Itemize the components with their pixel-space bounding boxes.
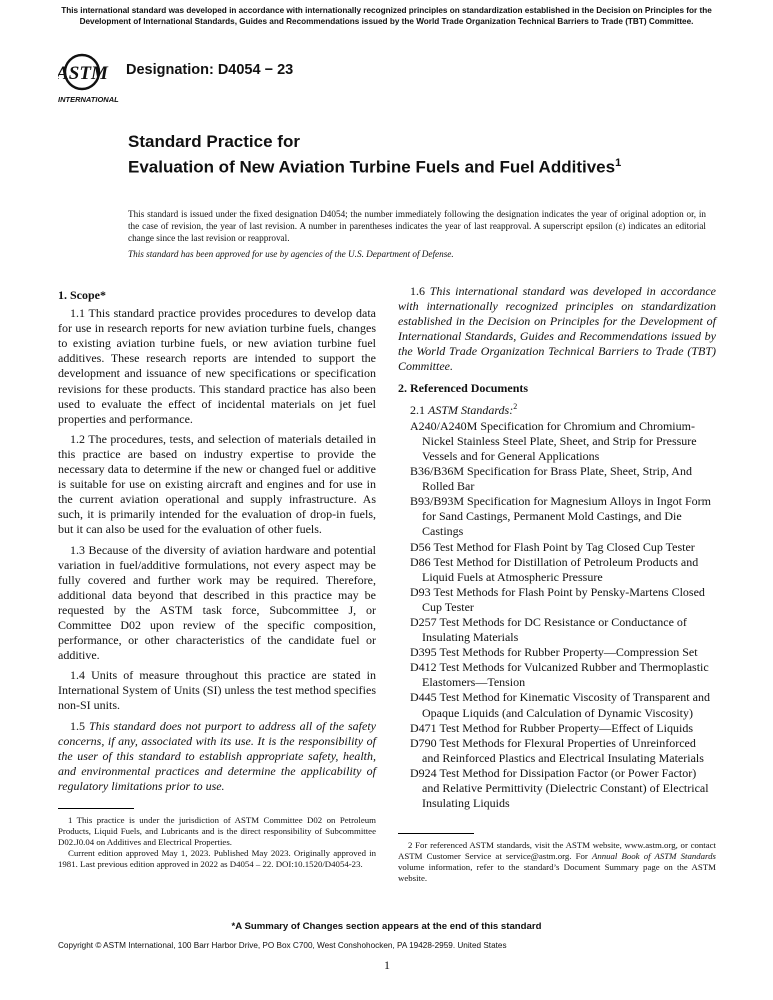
astm-standards-label: 2.1 ASTM Standards:$^2$	[410, 401, 518, 417]
title-line-1: Standard Practice for	[128, 132, 300, 151]
reference-item: D93 Test Methods for Flash Point by Pensky-Martens Closed Cup Tester	[410, 584, 705, 614]
reference-item: D412 Test Methods for Vulcanized Rubber and Thermoplastic Elastomers—Tension	[410, 660, 709, 690]
reference-item: B36/B36M Specification for Brass Plate, Sheet, Strip, And Rolled Bar	[410, 464, 692, 494]
paragraph-1-3: 1.3 Because of the diversity of aviation hardware and potential variation in fuel/additive formulations, not every aspect may be fully covered and further work may be required. Therefore, additional data beyond that described in this practice may be requested by the ASTM task force, Subcommittee J, or Committee D02 upon review of the specific composition, performance, or other characteristics of the candidate fuel or additive.	[58, 542, 376, 663]
paragraph-1-1: 1.1 This standard practice provides procedures to develop data for use in research reports for new aviation turbine fuels, changes to existing aviation turbine fuels, or new aviation turbine fuel additives. These research reports are intended to support the development and issuance of new specifications or specification revisions for these products. This standard practice has also been used to evaluate the effect of incidental materials on jet fuel properties and performance.	[58, 306, 376, 426]
paragraph-1-2: 1.2 The procedures, tests, and selection of materials detailed in this practice are based on industry expertise to provide the necessary data to determine if the new or changed fuel or additive is suitable for use on existing aircraft and engines and for use in the current aviation operational and supply infrastructure. As such, it is primarily intended for the evaluation of drop-in fuels, but it can also be used for the evaluation of other fuels.	[58, 431, 376, 537]
designation-explanation: This standard is issued under the fixed designation D4054; the number immediately following the designation indicates the year of original adoption or, in the case of revision, the year of last revision. A number in parentheses indicates the year of last reapproval. A superscript epsilon (ε) indicates an editorial change since the last revision or reapproval.	[128, 209, 706, 243]
reference-item: A240/A240M Specification for Chromium and Chromium-Nickel Stainless Steel Plate, Sheet, and Strip for Pressure Vessels and for General Applications	[410, 418, 697, 463]
right-column	[398, 284, 716, 811]
referenced-documents-heading: 2. Referenced Documents	[398, 380, 529, 395]
dod-approval-note: This standard has been approved for use by agencies of the U.S. Department of Defense.	[128, 249, 454, 259]
scope-heading: 1. Scope*	[58, 288, 106, 302]
footnote-rule-left	[58, 808, 134, 809]
reference-item: D471 Test Method for Rubber Property—Effect of Liquids	[410, 720, 694, 735]
page-number: 1	[384, 958, 390, 972]
footnote-2: 2 For referenced ASTM standards, visit the ASTM website, www.astm.org, or contact ASTM Customer Service at service@astm.org. For Annual Book of ASTM Standards volume information, refer to the standard’s Document Summary page on the ASTM website.	[398, 840, 716, 883]
left-column	[58, 284, 376, 799]
reference-list	[398, 419, 716, 811]
reference-item: D445 Test Method for Kinematic Viscosity of Transparent and Opaque Liquids (and Calculation of Dynamic Viscosity)	[410, 690, 710, 720]
footnote-rule-right	[398, 833, 474, 834]
svg-text:ASTM: ASTM	[58, 63, 108, 84]
copyright-line: Copyright © ASTM International, 100 Barr Harbor Drive, PO Box C700, West Conshohocken, PA 19428-2959. United States	[58, 941, 507, 950]
document-title	[128, 132, 688, 178]
reference-item: D56 Test Method for Flash Point by Tag Closed Cup Tester	[410, 539, 695, 554]
paragraph-1-5: 1.5 This standard does not purport to address all of the safety concerns, if any, associated with its use. It is the responsibility of the user of this standard to establish appropriate safety, health, and environmental practices and determine the applicability of regulatory limitations prior to use.	[58, 718, 377, 793]
reference-item: D924 Test Method for Dissipation Factor (or Power Factor) and Relative Permittivity (Dielectric Constant) of Electrical Insulating Liquids	[410, 765, 709, 811]
footnote-1: 1 This practice is under the jurisdiction of ASTM Committee D02 on Petroleum Products, Liquid Fuels, and Lubricants and is the direct responsibility of Subcommittee D02.J0.04 on Additives and Electrical Properties. Current edition approved May 1, 2023. Published May 2023. Originally approved in 1981. Last previous edition approved in 2022 as D4054 – 22. DOI:10.1520/D4054-23.	[58, 815, 376, 869]
title-line-2: Evaluation of New Aviation Turbine Fuels and Fuel Additives$^1$	[128, 156, 622, 177]
reference-item: D395 Test Methods for Rubber Property—Compression Set	[410, 645, 698, 660]
reference-item: D790 Test Methods for Flexural Properties of Unreinforced and Reinforced Plastics and Electrical Insulating Materials	[410, 735, 704, 765]
reference-item: D257 Test Methods for DC Resistance or Conductance of Insulating Materials	[410, 614, 687, 645]
paragraph-1-6: 1.6 This international standard was developed in accordance with internationally recognized principles on standardization established in the Decision on Principles for the Development of International Standards, Guides and Recommendations issued by the World Trade Organization Technical Barriers to Trade (TBT) Committee.	[398, 284, 716, 374]
designation: Designation: D4054 − 23	[126, 62, 294, 78]
reference-item: B93/B93M Specification for Magnesium Alloys in Ingot Form for Sand Castings, Permanent Mold Castings, and Die Castings	[410, 494, 711, 539]
reference-item: D86 Test Method for Distillation of Petroleum Products and Liquid Fuels at Atmospheric Pressure	[410, 554, 699, 584]
astm-logo	[58, 52, 122, 108]
title-footnote-mark: 1	[615, 156, 622, 169]
paragraph-1-4: 1.4 Units of measure throughout this practice are stated in International System of Units (SI) unless the test method specifies non-SI units.	[58, 668, 376, 713]
logo-international-text: INTERNATIONAL	[58, 95, 119, 104]
wto-notice: This international standard was developed in accordance with internationally recognized principles on standardization established in the Decision on Principles for the Development of International Standards, Guides and Recommendations issued by the World Trade Organization Technical Barriers to Trade (TBT) Committee.	[61, 6, 712, 26]
summary-of-changes-note: *A Summary of Changes section appears at the end of this standard	[231, 921, 542, 932]
